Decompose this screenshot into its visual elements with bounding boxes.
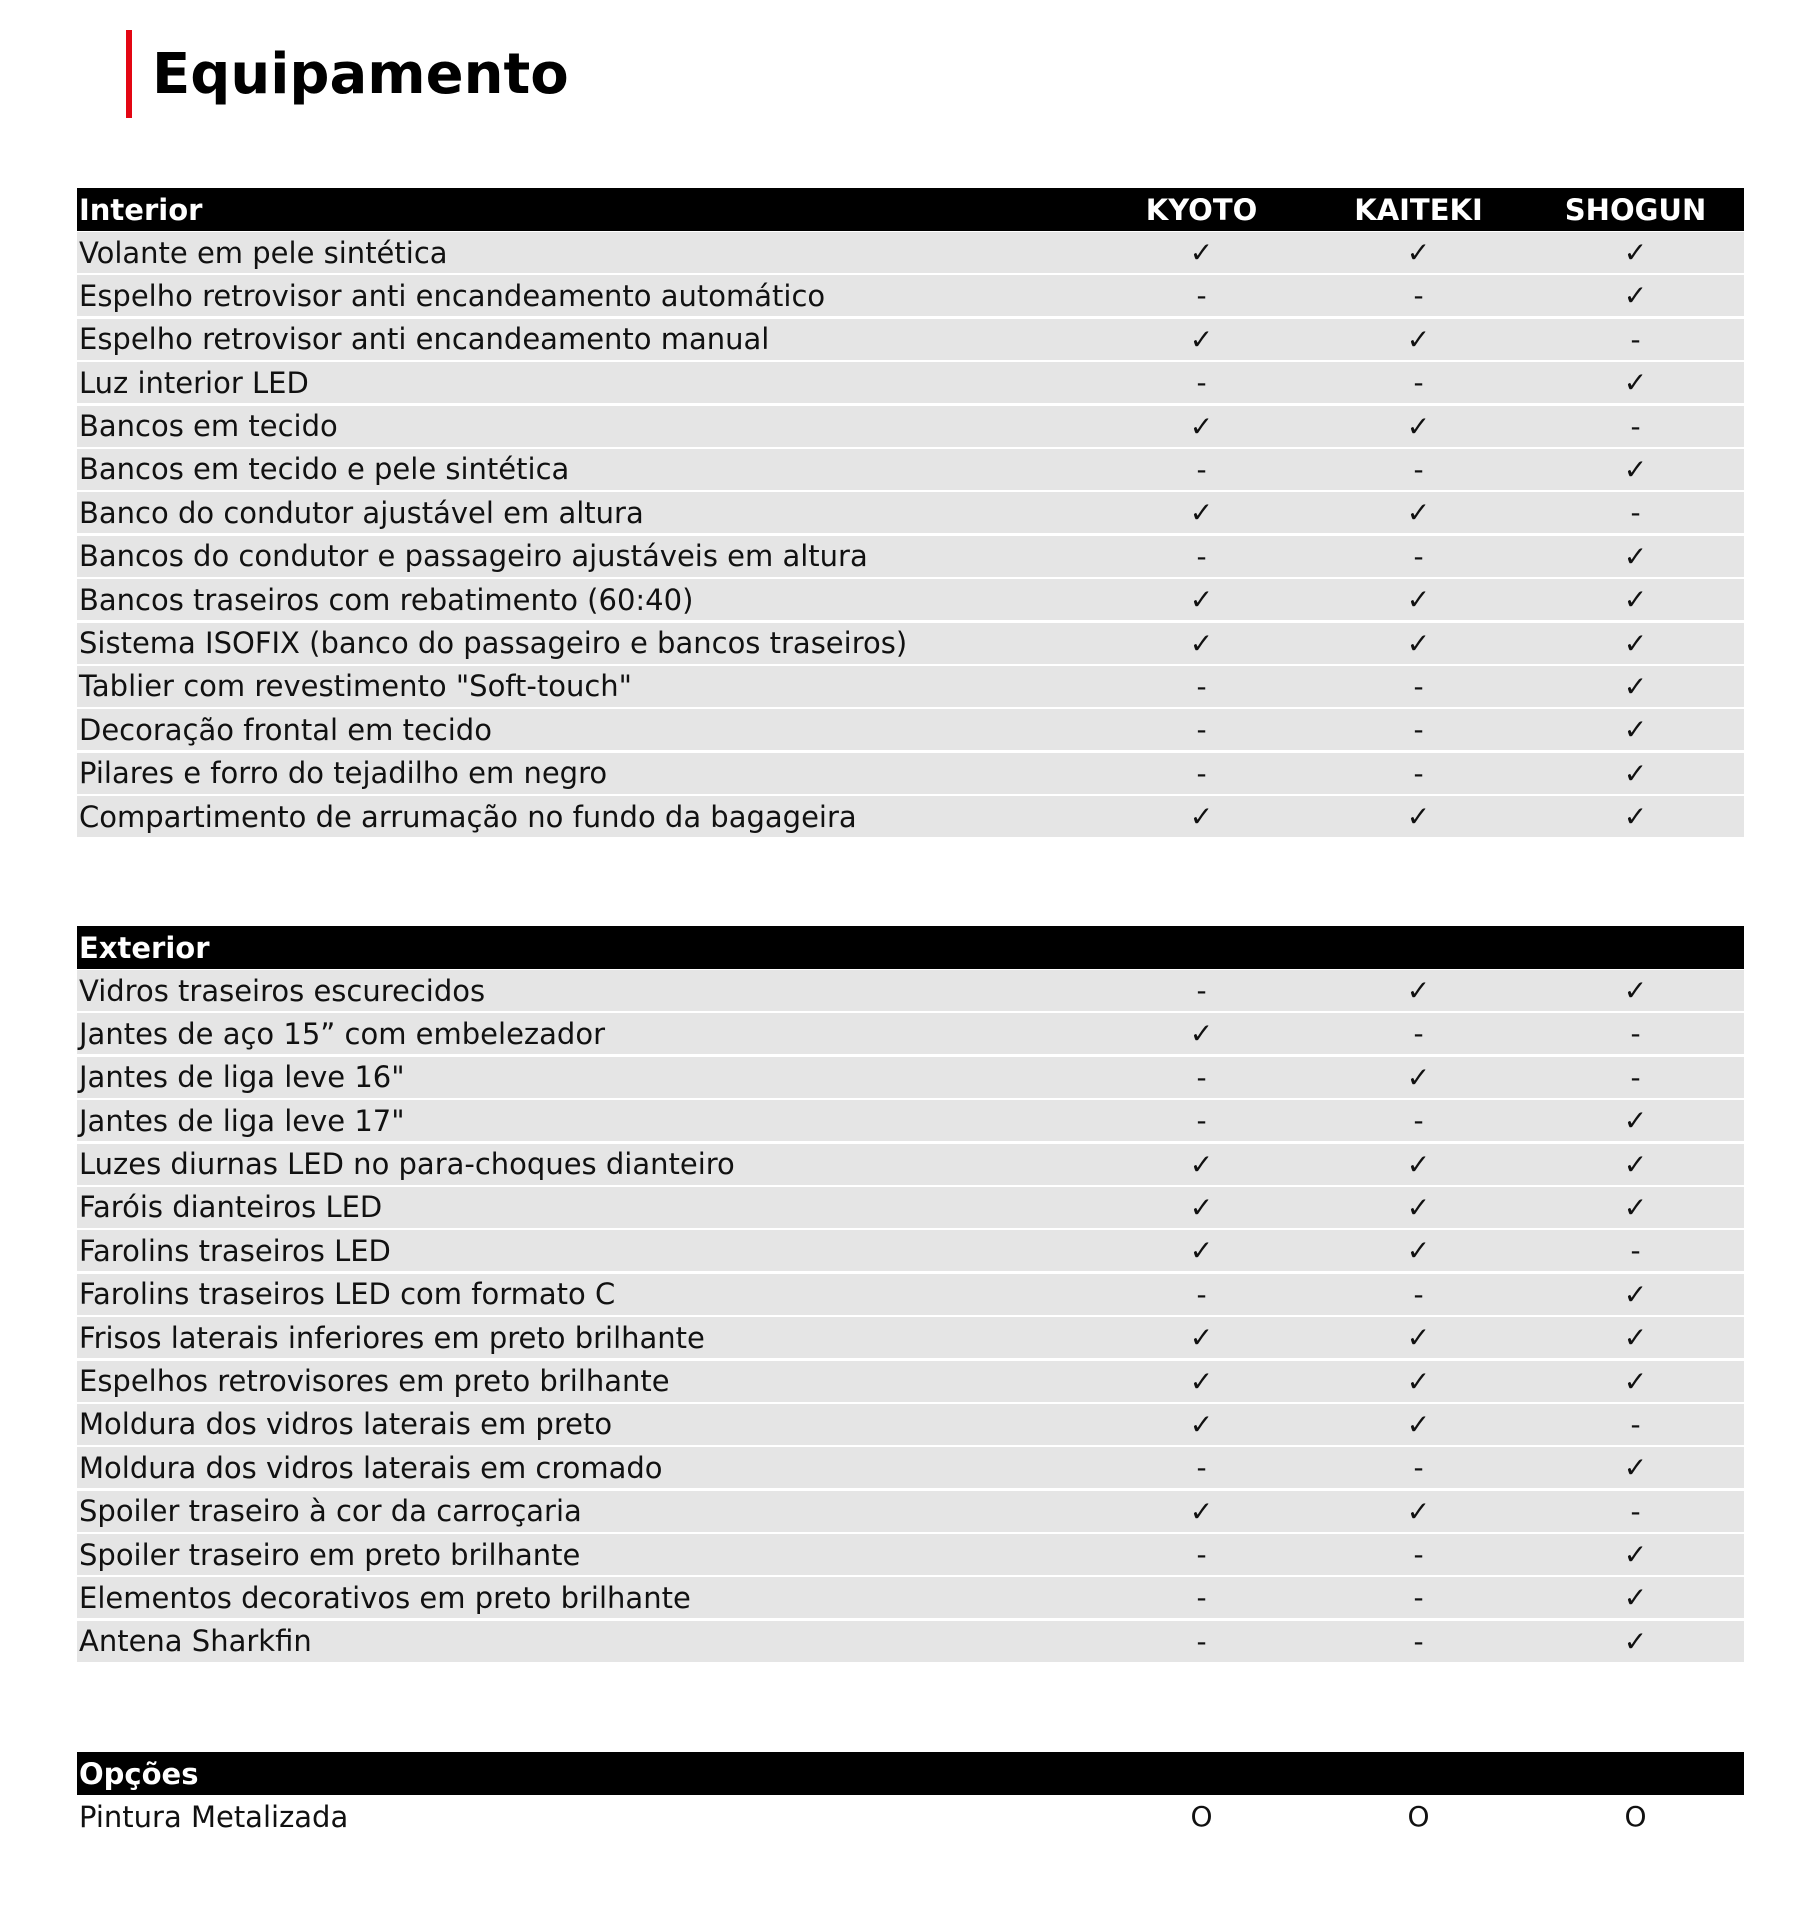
cell-shogun: - (1630, 1017, 1641, 1051)
cell-kaiteki: ✓ (1406, 1364, 1431, 1398)
cell-kyoto: ✓ (1189, 1407, 1214, 1441)
cell-kyoto: - (1196, 1277, 1207, 1311)
cell-shogun: ✓ (1623, 669, 1648, 703)
table-row (77, 1404, 1744, 1445)
cell-kaiteki: - (1413, 1581, 1424, 1615)
table-row (77, 709, 1744, 750)
cell-shogun: ✓ (1623, 1147, 1648, 1181)
cell-kyoto: - (1196, 366, 1207, 400)
section-label: Exterior (79, 930, 210, 965)
feature-label: Faróis dianteiros LED (79, 1190, 383, 1225)
cell-shogun: ✓ (1623, 1624, 1648, 1658)
table-row (77, 1013, 1744, 1054)
cell-shogun: ✓ (1623, 452, 1648, 486)
cell-kaiteki: ✓ (1406, 1060, 1431, 1094)
feature-label: Farolins traseiros LED (79, 1233, 391, 1268)
cell-kaiteki: ✓ (1406, 322, 1431, 356)
cell-kaiteki: ✓ (1406, 1494, 1431, 1528)
table-row (77, 319, 1744, 360)
cell-shogun: ✓ (1623, 1321, 1648, 1355)
table-row (77, 1144, 1744, 1185)
cell-kyoto: ✓ (1189, 1321, 1214, 1355)
cell-shogun: ✓ (1623, 236, 1648, 269)
feature-label: Farolins traseiros LED com formato C (79, 1277, 616, 1312)
feature-label: Spoiler traseiro em preto brilhante (79, 1537, 581, 1572)
cell-shogun: - (1630, 1407, 1641, 1441)
cell-shogun: ✓ (1623, 279, 1648, 313)
feature-label: Jantes de aço 15” com embelezador (79, 1016, 605, 1051)
cell-kaiteki: - (1413, 279, 1424, 313)
cell-shogun: ✓ (1623, 366, 1648, 400)
cell-shogun: ✓ (1623, 1277, 1648, 1311)
page-heading (126, 30, 569, 118)
cell-kaiteki: - (1413, 1017, 1424, 1051)
feature-label: Antena Sharkfin (79, 1624, 312, 1659)
cell-shogun: O (1624, 1800, 1647, 1833)
table-row (77, 362, 1744, 403)
cell-shogun: ✓ (1623, 1364, 1648, 1398)
cell-kyoto: - (1196, 1060, 1207, 1094)
cell-kyoto: - (1196, 279, 1207, 313)
feature-label: Volante em pele sintética (79, 235, 448, 270)
table-row (77, 492, 1744, 533)
table-row (77, 623, 1744, 664)
cell-kaiteki: ✓ (1406, 496, 1431, 530)
cell-kyoto: - (1196, 1624, 1207, 1658)
cell-kaiteki: - (1413, 756, 1424, 790)
cell-shogun: ✓ (1623, 583, 1648, 617)
cell-shogun: - (1630, 496, 1641, 530)
cell-shogun: - (1630, 322, 1641, 356)
cell-kaiteki: - (1413, 452, 1424, 486)
cell-kyoto: - (1196, 452, 1207, 486)
table-row (77, 970, 1744, 1011)
cell-kyoto: ✓ (1189, 1190, 1214, 1224)
cell-shogun: ✓ (1623, 1581, 1648, 1615)
feature-label: Frisos laterais inferiores em preto brilhante (79, 1320, 705, 1355)
cell-kaiteki: - (1413, 539, 1424, 573)
cell-shogun: ✓ (1623, 1104, 1648, 1138)
table-row (77, 1577, 1744, 1618)
table-row (77, 1100, 1744, 1141)
cell-kaiteki: ✓ (1406, 409, 1431, 443)
feature-label: Bancos traseiros com rebatimento (60:40) (79, 582, 694, 617)
feature-label: Bancos do condutor e passageiro ajustáveis em altura (79, 539, 868, 574)
feature-label: Decoração frontal em tecido (79, 712, 492, 747)
accent-bar (126, 30, 132, 118)
cell-kaiteki: - (1413, 1538, 1424, 1572)
cell-kaiteki: ✓ (1406, 1234, 1431, 1268)
feature-label: Luz interior LED (79, 365, 309, 400)
cell-kaiteki: ✓ (1406, 626, 1431, 660)
table-row (77, 1491, 1744, 1532)
cell-kaiteki: ✓ (1406, 1190, 1431, 1224)
cell-kyoto: ✓ (1189, 800, 1214, 834)
options-table (77, 1752, 1744, 1839)
cell-shogun: - (1630, 1234, 1641, 1268)
table-row (77, 1534, 1744, 1575)
table-row (77, 1274, 1744, 1315)
cell-kyoto: - (1196, 669, 1207, 703)
column-header-kaiteki: KAITEKI (1354, 192, 1483, 227)
cell-kyoto: - (1196, 756, 1207, 790)
cell-kaiteki: - (1413, 1104, 1424, 1138)
exterior-header (77, 926, 1744, 969)
table-row (77, 406, 1744, 447)
table-row (77, 1361, 1744, 1402)
interior-table (77, 188, 1744, 839)
feature-label: Pilares e forro do tejadilho em negro (79, 756, 608, 791)
feature-label: Vidros traseiros escurecidos (79, 973, 486, 1008)
cell-kyoto: - (1196, 1451, 1207, 1485)
cell-kyoto: - (1196, 974, 1207, 1007)
table-row (77, 275, 1744, 316)
table-row (77, 1187, 1744, 1228)
cell-kyoto: ✓ (1189, 1017, 1214, 1051)
cell-kaiteki: - (1413, 1624, 1424, 1658)
table-row (77, 1796, 1744, 1837)
feature-label: Pintura Metalizada (79, 1799, 349, 1834)
cell-shogun: ✓ (1623, 756, 1648, 790)
section-label: Opções (79, 1756, 199, 1791)
feature-label: Compartimento de arrumação no fundo da bagageira (79, 799, 857, 834)
cell-shogun: ✓ (1623, 974, 1648, 1007)
cell-kyoto: ✓ (1189, 1494, 1214, 1528)
feature-label: Tablier com revestimento "Soft-touch" (79, 669, 632, 704)
options-header (77, 1752, 1744, 1795)
cell-kaiteki: ✓ (1406, 1407, 1431, 1441)
table-row (77, 536, 1744, 577)
section-label: Interior (79, 192, 203, 227)
cell-shogun: ✓ (1623, 539, 1648, 573)
cell-kyoto: - (1196, 1538, 1207, 1572)
column-header-kyoto: KYOTO (1145, 192, 1258, 227)
cell-kaiteki: - (1413, 1451, 1424, 1485)
cell-shogun: - (1630, 409, 1641, 443)
interior-header (77, 188, 1744, 231)
cell-kaiteki: - (1413, 713, 1424, 747)
table-row (77, 1230, 1744, 1271)
feature-label: Bancos em tecido (79, 409, 338, 444)
table-row (77, 579, 1744, 620)
cell-kaiteki: O (1407, 1800, 1430, 1833)
feature-label: Spoiler traseiro à cor da carroçaria (79, 1494, 582, 1529)
cell-shogun: ✓ (1623, 1451, 1648, 1485)
cell-kyoto: ✓ (1189, 496, 1214, 530)
column-header-shogun: SHOGUN (1564, 192, 1707, 227)
exterior-table (77, 926, 1744, 1664)
cell-kyoto: ✓ (1189, 322, 1214, 356)
feature-label: Luzes diurnas LED no para-choques dianteiro (79, 1147, 735, 1182)
cell-shogun: - (1630, 1060, 1641, 1094)
table-row (77, 1317, 1744, 1358)
feature-label: Jantes de liga leve 16" (79, 1060, 405, 1095)
cell-kyoto: ✓ (1189, 1234, 1214, 1268)
feature-label: Espelho retrovisor anti encandeamento automático (79, 278, 826, 313)
feature-label: Sistema ISOFIX (banco do passageiro e bancos traseiros) (79, 626, 908, 661)
cell-kyoto: - (1196, 539, 1207, 573)
cell-kyoto: ✓ (1189, 1147, 1214, 1181)
cell-kaiteki: - (1413, 1277, 1424, 1311)
table-row (77, 753, 1744, 794)
feature-label: Moldura dos vidros laterais em cromado (79, 1450, 663, 1485)
table-row (77, 796, 1744, 837)
cell-shogun: ✓ (1623, 1538, 1648, 1572)
cell-kyoto: ✓ (1189, 583, 1214, 617)
cell-kyoto: ✓ (1189, 1364, 1214, 1398)
cell-kyoto: ✓ (1189, 409, 1214, 443)
feature-label: Jantes de liga leve 17" (79, 1103, 405, 1138)
table-row (77, 1447, 1744, 1488)
cell-kaiteki: ✓ (1406, 1147, 1431, 1181)
cell-kyoto: - (1196, 1581, 1207, 1615)
cell-shogun: ✓ (1623, 713, 1648, 747)
cell-shogun: - (1630, 1494, 1641, 1528)
cell-kyoto: - (1196, 1104, 1207, 1138)
table-row (77, 232, 1744, 273)
cell-kaiteki: - (1413, 366, 1424, 400)
feature-label: Espelhos retrovisores em preto brilhante (79, 1364, 670, 1399)
table-row (77, 1057, 1744, 1098)
table-row (77, 449, 1744, 490)
cell-shogun: ✓ (1623, 626, 1648, 660)
cell-kaiteki: ✓ (1406, 974, 1431, 1007)
feature-label: Elementos decorativos em preto brilhante (79, 1580, 691, 1615)
cell-kaiteki: ✓ (1406, 1321, 1431, 1355)
cell-shogun: ✓ (1623, 1190, 1648, 1224)
cell-kyoto: ✓ (1189, 236, 1214, 269)
cell-kaiteki: ✓ (1406, 800, 1431, 834)
cell-kaiteki: - (1413, 669, 1424, 703)
table-row (77, 1621, 1744, 1662)
feature-label: Bancos em tecido e pele sintética (79, 452, 570, 487)
cell-shogun: ✓ (1623, 800, 1648, 834)
cell-kyoto: O (1190, 1800, 1213, 1833)
cell-kyoto: ✓ (1189, 626, 1214, 660)
page-title: Equipamento (152, 41, 569, 107)
cell-kaiteki: ✓ (1406, 583, 1431, 617)
feature-label: Banco do condutor ajustável em altura (79, 495, 644, 530)
cell-kyoto: - (1196, 713, 1207, 747)
feature-label: Moldura dos vidros laterais em preto (79, 1407, 613, 1442)
table-row (77, 666, 1744, 707)
cell-kaiteki: ✓ (1406, 236, 1431, 269)
feature-label: Espelho retrovisor anti encandeamento manual (79, 322, 770, 357)
